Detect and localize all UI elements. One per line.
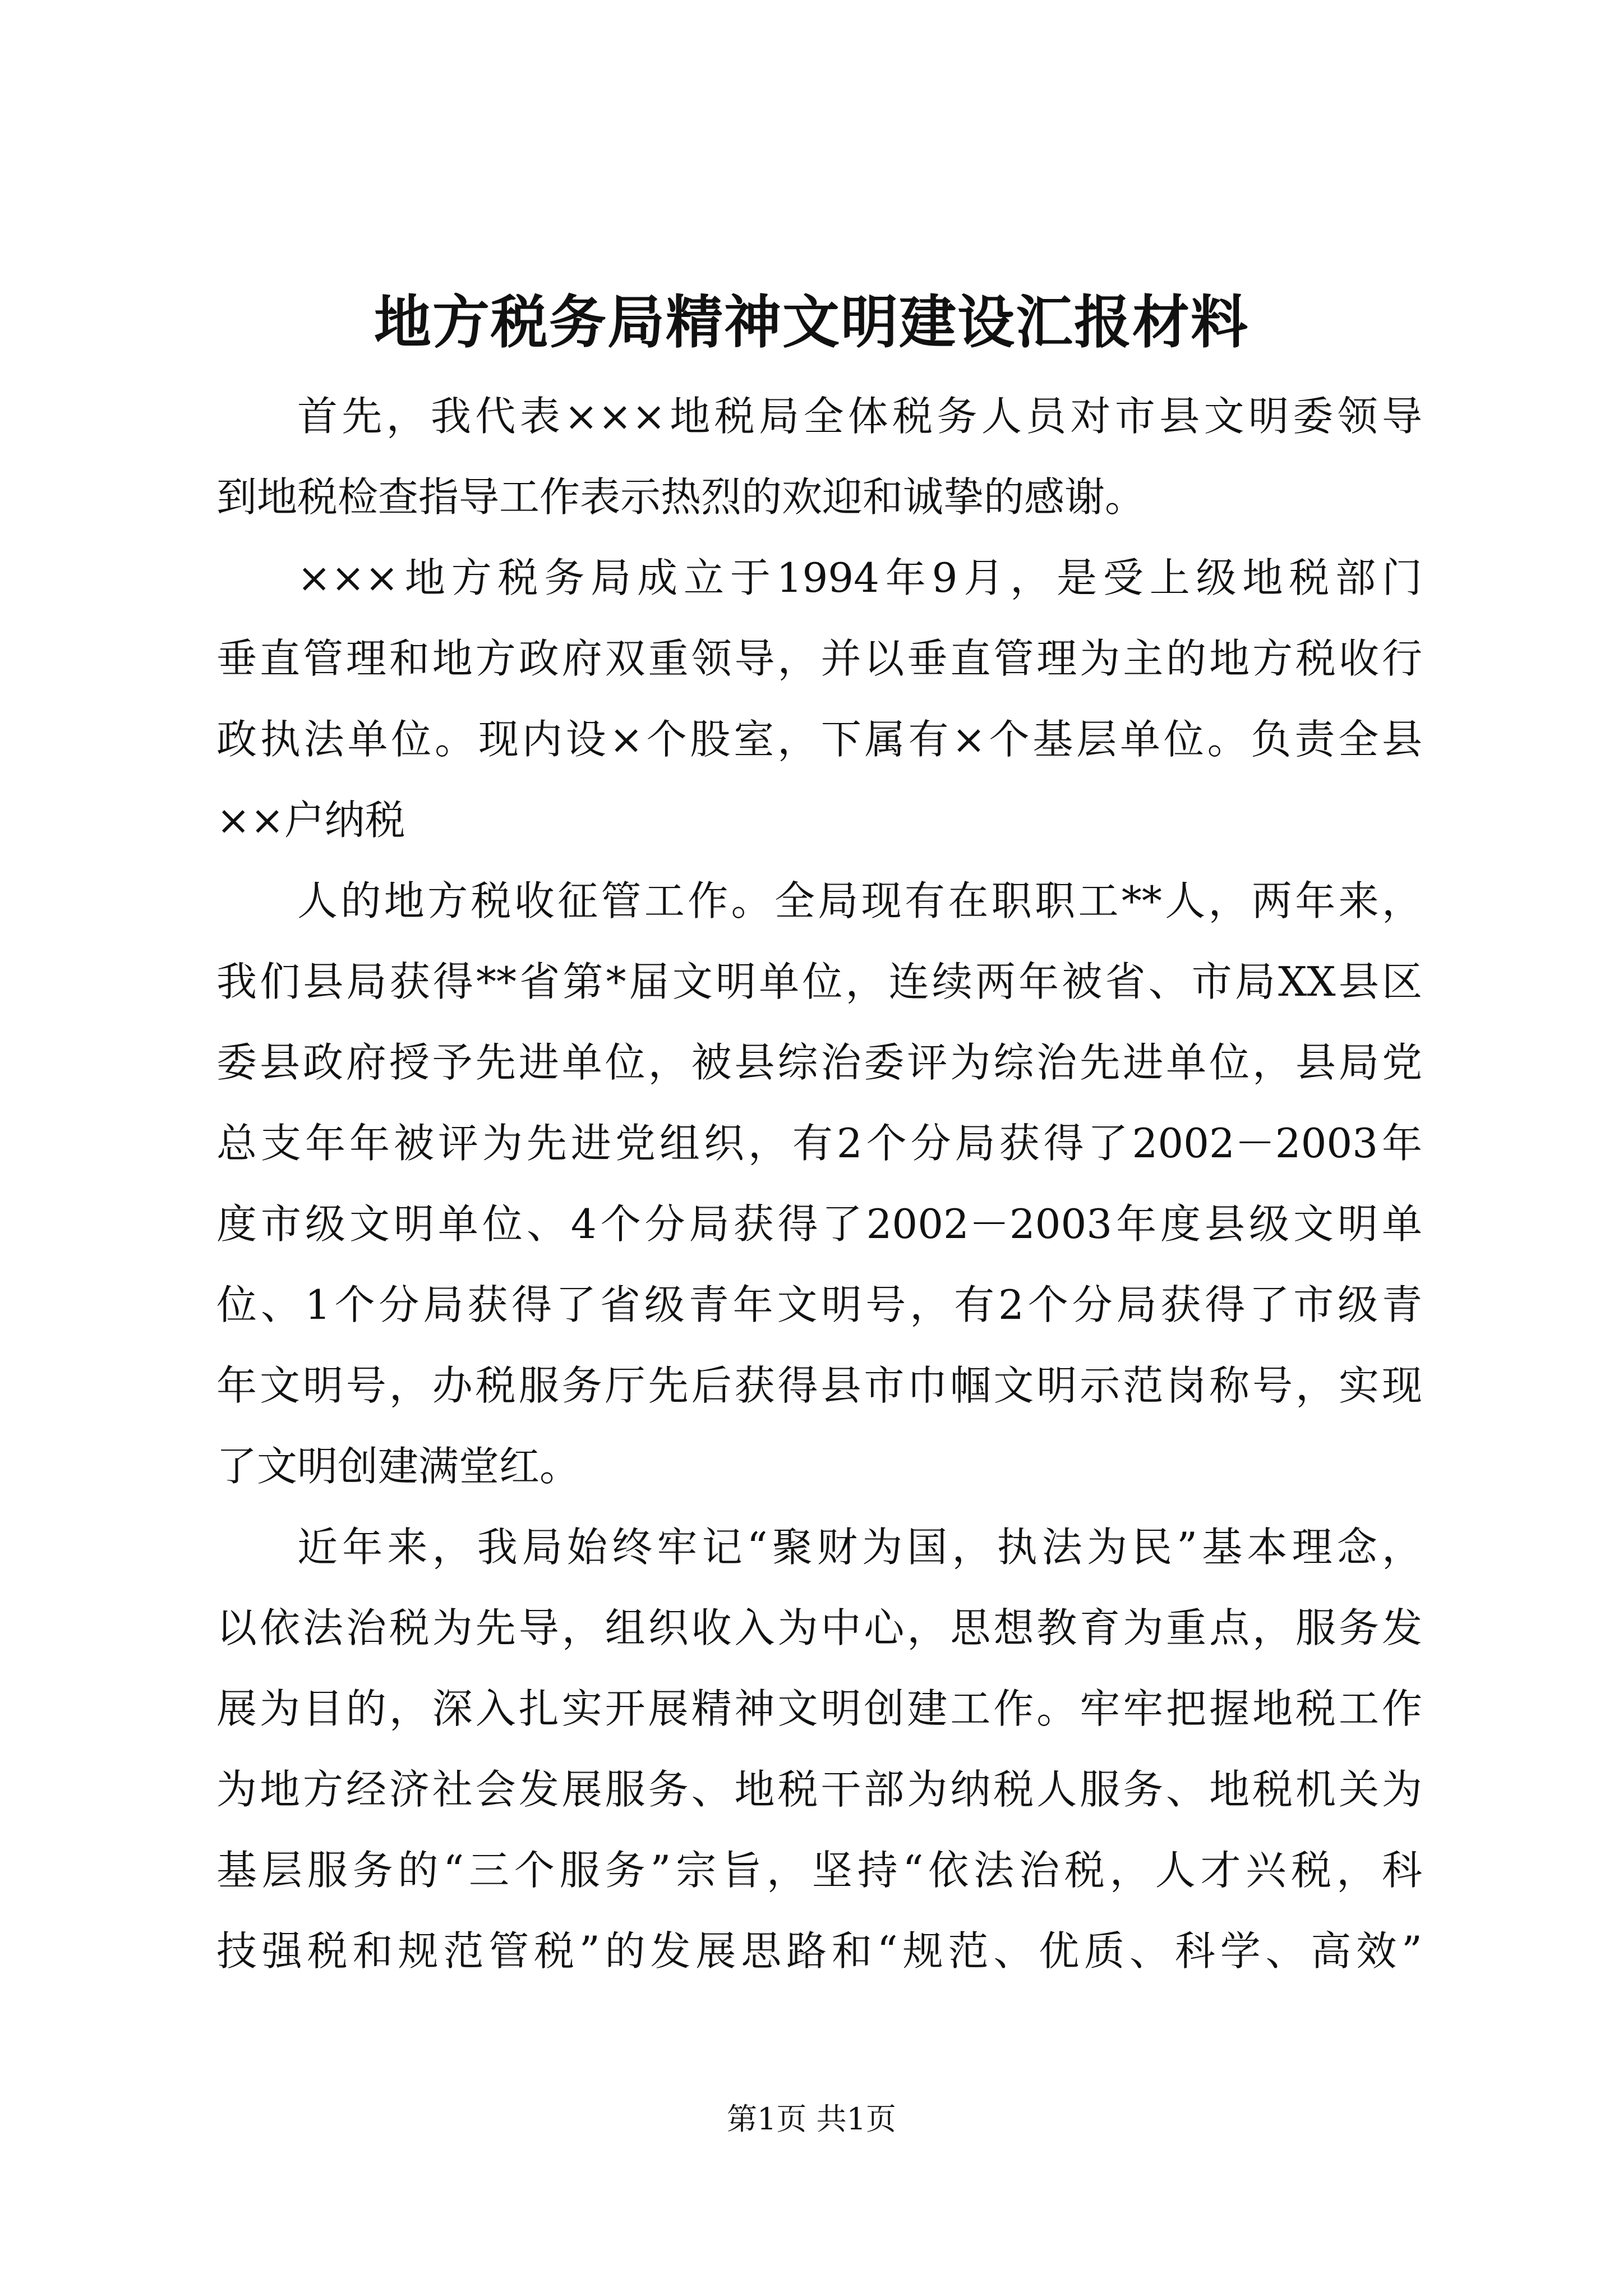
text-line: 委县政府授予先进单位，被县综治委评为综治先进单位，县局党 [216,1039,1422,1086]
text-line: 我们县局获得**省第*届文明单位，连续两年被省、市局XX县区 [216,958,1422,1005]
document-body [216,376,1422,1991]
text-line: 总支年年被评为先进党组织，有2个分局获得了2002－2003年 [216,1120,1422,1167]
text-line: 近年来，我局始终牢记“聚财为国，执法为民”基本理念， [297,1524,1422,1571]
text-line: 首先，我代表×××地税局全体税务人员对市县文明委领导 [297,393,1422,440]
text-line: ×××地方税务局成立于1994年9月，是受上级地税部门 [297,554,1422,601]
text-line: ××户纳税 [216,797,405,844]
text-line: 人的地方税收征管工作。全局现有在职职工**人，两年来， [297,877,1422,924]
text-line: 位、1个分局获得了省级青年文明号，有2个分局获得了市级青 [216,1281,1422,1328]
text-line: 年文明号，办税服务厅先后获得县市巾帼文明示范岗称号，实现 [216,1362,1422,1409]
text-line: 政执法单位。现内设×个股室，下属有×个基层单位。负责全县 [216,716,1422,763]
text-line: 以依法治税为先导，组织收入为中心，思想教育为重点，服务发 [216,1604,1422,1651]
page-title: 地方税务局精神文明建设汇报材料 [374,289,1249,356]
text-line: 了文明创建满堂红。 [216,1443,580,1490]
text-line: 度市级文明单位、4个分局获得了2002－2003年度县级文明单 [216,1200,1422,1248]
text-line: 展为目的，深入扎实开展精神文明创建工作。牢牢把握地税工作 [216,1685,1422,1732]
text-line: 到地税检查指导工作表示热烈的欢迎和诚挚的感谢。 [216,473,1146,521]
text-line: 垂直管理和地方政府双重领导，并以垂直管理为主的地方税收行 [216,635,1422,682]
page-footer: 第1页 共1页 [727,2101,896,2137]
text-line: 为地方经济社会发展服务、地税干部为纳税人服务、地税机关为 [216,1766,1422,1813]
text-line: 技强税和规范管税”的发展思路和“规范、优质、科学、高效” [216,1927,1422,1975]
text-line: 基层服务的“三个服务”宗旨，坚持“依法治税，人才兴税，科 [216,1847,1422,1894]
